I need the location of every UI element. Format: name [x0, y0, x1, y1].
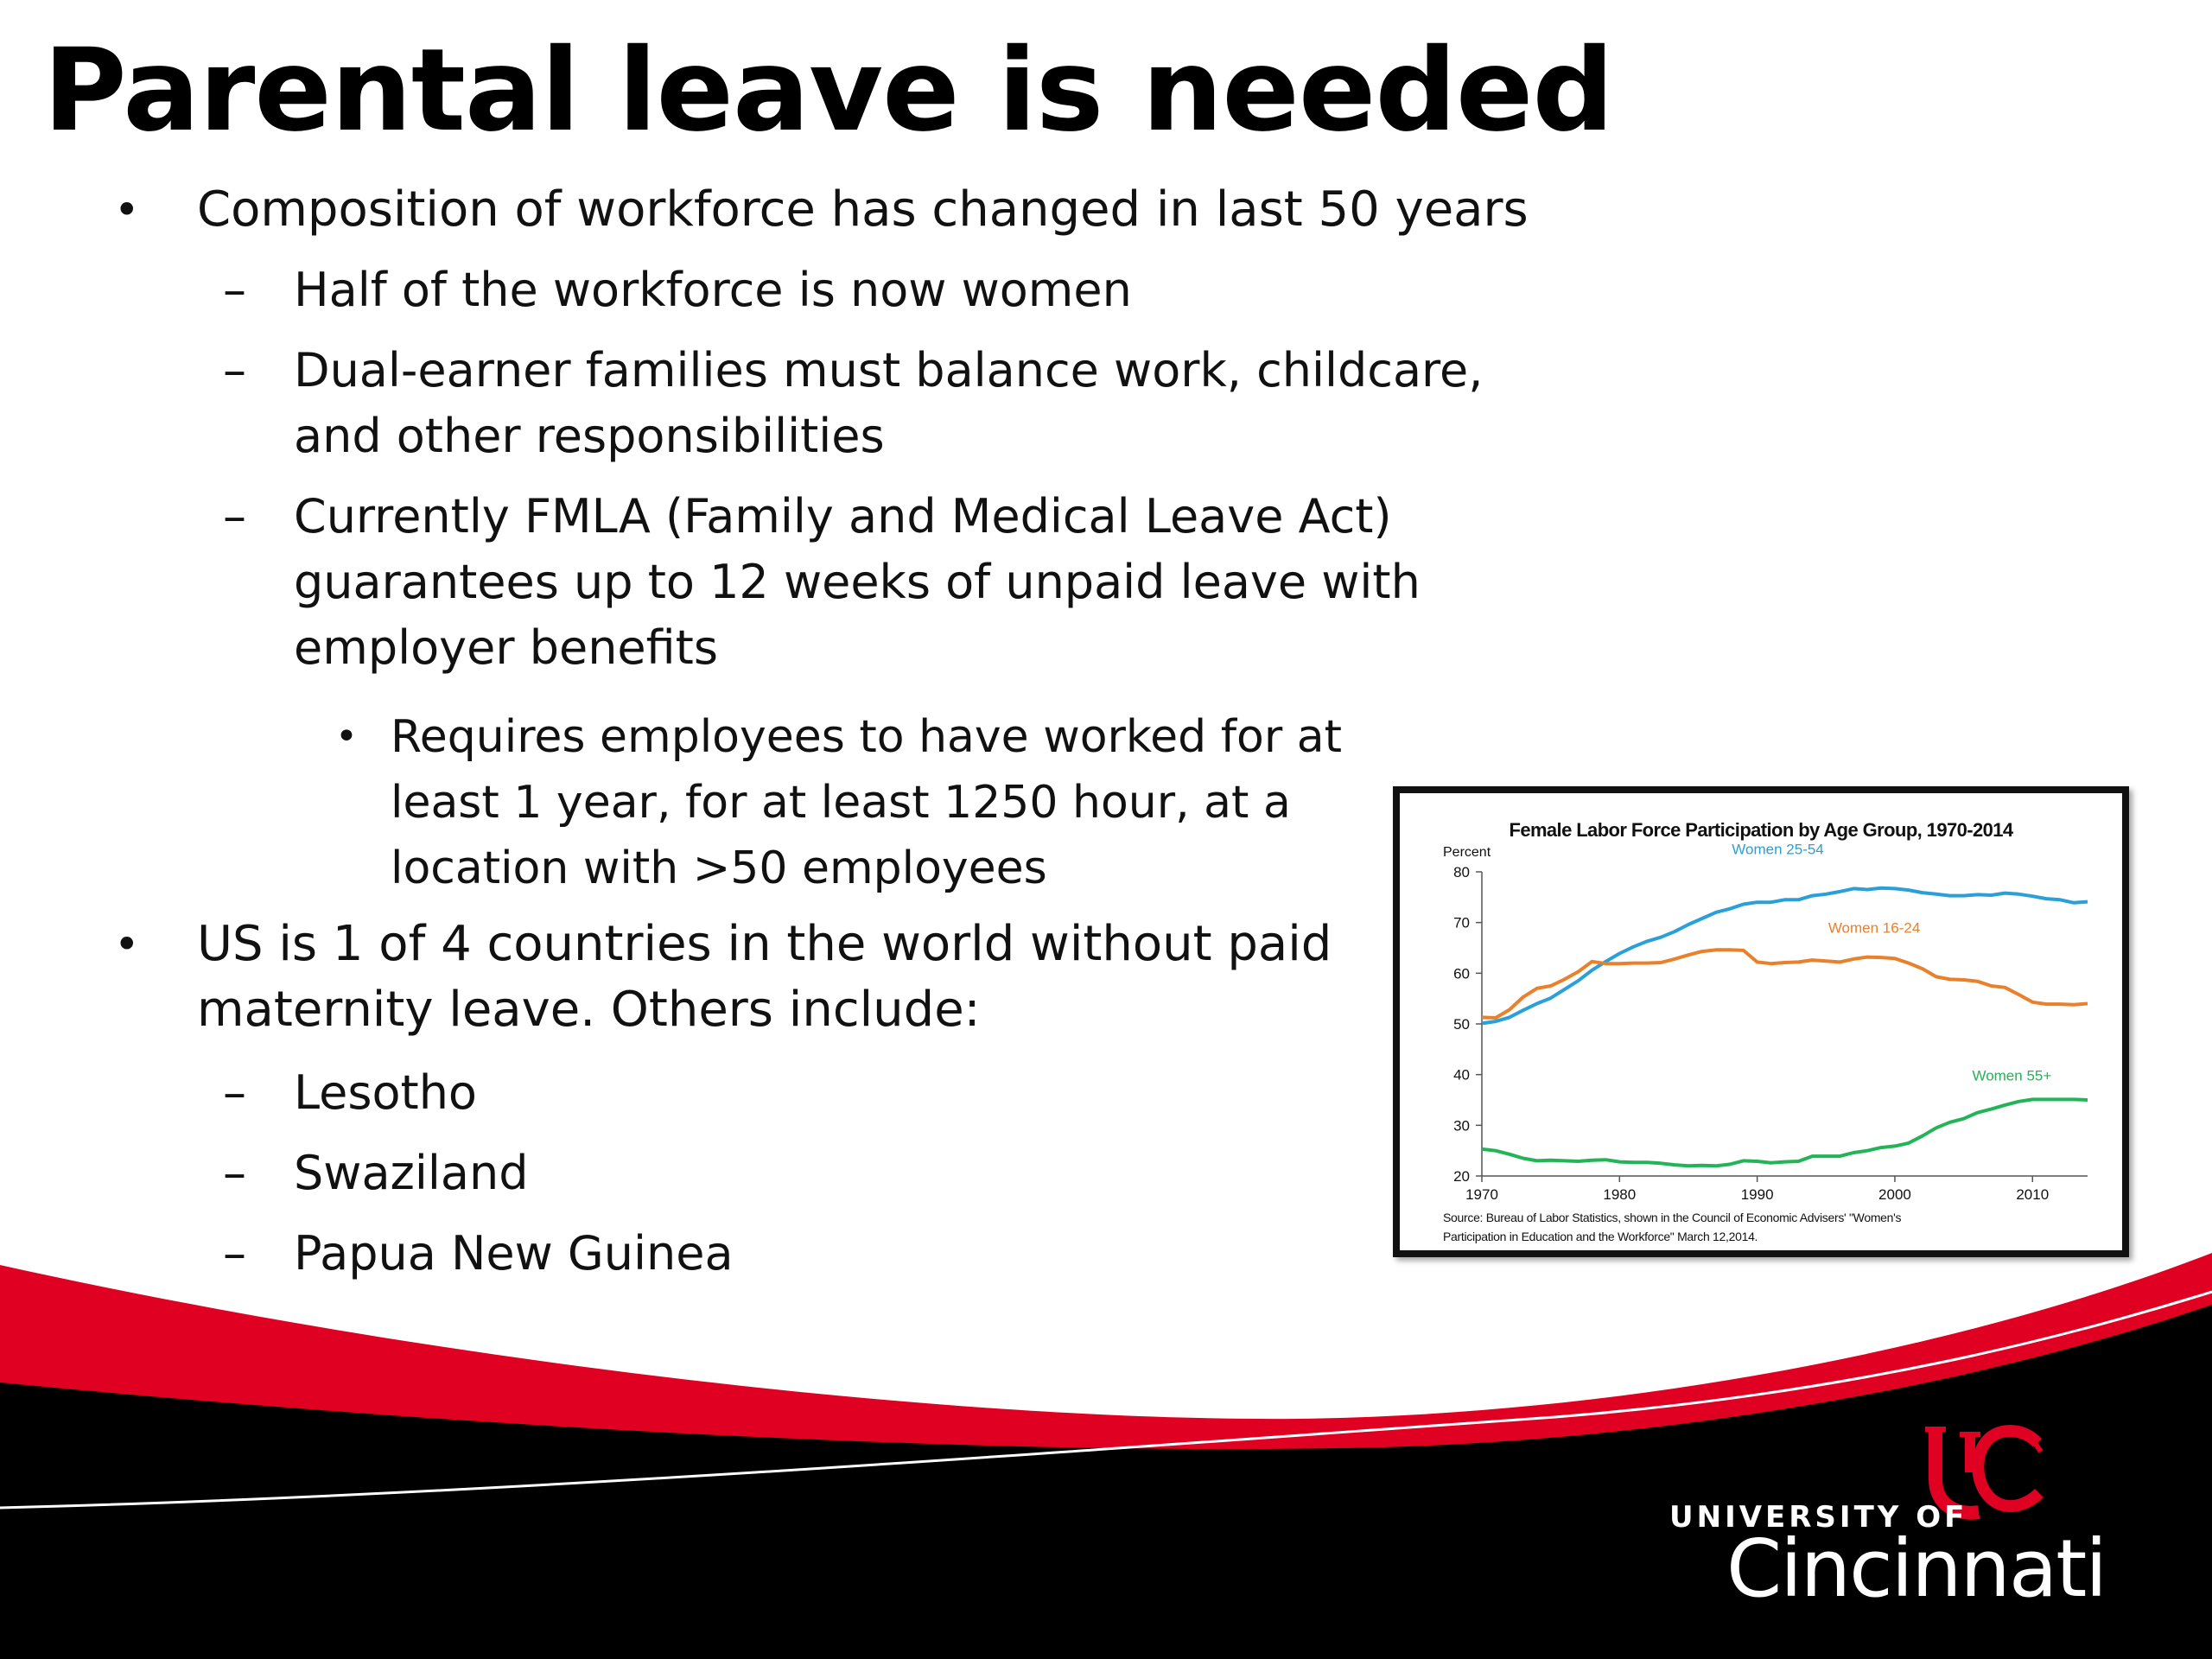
bullet-text-level-2: Half of the workforce is now women [294, 263, 1132, 317]
x-tick-label: 2010 [2016, 1186, 2050, 1203]
bullet-text-level-1: Composition of workforce has changed in last 50 years [197, 181, 1529, 238]
bullet-marker: • [335, 715, 358, 759]
y-tick-label: 50 [1453, 1016, 1470, 1033]
series-label-2: Women 55+ [1972, 1067, 2052, 1084]
bullet-text-level-2: Papua New Guinea [294, 1226, 734, 1281]
bullet-marker: – [223, 1226, 246, 1281]
y-tick-label: 40 [1453, 1066, 1470, 1084]
bullet-text-level-2: and other responsibilities [294, 409, 885, 463]
bullet-text-level-3: Requires employees to have worked for at [391, 711, 1342, 763]
bullet-marker: • [114, 185, 140, 235]
series-label-0: Women 25-54 [1732, 841, 1824, 858]
bullet-text-level-3: least 1 year, for at least 1250 hour, at a [391, 777, 1291, 829]
x-tick-label: 1980 [1603, 1186, 1637, 1203]
bullet-marker: • [114, 919, 140, 969]
x-tick-label: 1990 [1740, 1186, 1774, 1203]
y-axis-label: Percent [1443, 845, 1491, 860]
chart-title: Female Labor Force Participation by Age Group, 1970-2014 [1509, 819, 2013, 841]
bullet-marker: – [223, 489, 246, 543]
y-tick-label: 60 [1453, 965, 1470, 982]
slide-title: Parental leave is needed [43, 24, 1613, 157]
bullet-marker: – [223, 263, 246, 317]
series-label-1: Women 16-24 [1827, 919, 1921, 937]
bullet-text-level-2: Dual-earner families must balance work, childcare, [294, 343, 1484, 397]
bullet-text-level-2: guarantees up to 12 weeks of unpaid leave with [294, 555, 1421, 609]
bullet-marker: – [223, 343, 246, 397]
series-line-2 [1482, 1099, 2088, 1166]
bullet-text-level-1: US is 1 of 4 countries in the world without paid [197, 916, 1332, 972]
bullet-text-level-2: Lesotho [294, 1065, 477, 1120]
university-logo [1659, 1417, 2106, 1615]
y-tick-label: 70 [1453, 914, 1470, 931]
y-tick-label: 30 [1453, 1117, 1470, 1135]
x-tick-label: 2000 [1878, 1186, 1911, 1203]
logo-line-cincinnati: Cincinnati [1726, 1522, 2106, 1615]
bullet-marker: – [223, 1146, 246, 1200]
logo-line-university-of: UNIVERSITY OF [1669, 1500, 1968, 1535]
bullet-marker: – [223, 1065, 246, 1120]
chart-source-note: Source: Bureau of Labor Statistics, shown in the Council of Economic Advisers' "Women's [1443, 1211, 1902, 1224]
bullet-text-level-3: location with >50 employees [391, 842, 1047, 894]
chart-frame [1393, 786, 2129, 1257]
bullet-text-level-1: maternity leave. Others include: [197, 982, 981, 1038]
y-tick-label: 80 [1453, 864, 1470, 880]
series-line-0 [1482, 888, 2088, 1024]
bullet-text-level-2: employer benefits [294, 620, 718, 675]
chart-source-note: Participation in Education and the Workforce" March 12,2014. [1443, 1230, 1758, 1243]
y-tick-label: 20 [1453, 1168, 1470, 1185]
line-chart [1400, 793, 2122, 1250]
bullet-text-level-2: Currently FMLA (Family and Medical Leave Act) [294, 489, 1392, 543]
bullet-text-level-2: Swaziland [294, 1146, 529, 1200]
x-tick-label: 1970 [1465, 1186, 1498, 1203]
